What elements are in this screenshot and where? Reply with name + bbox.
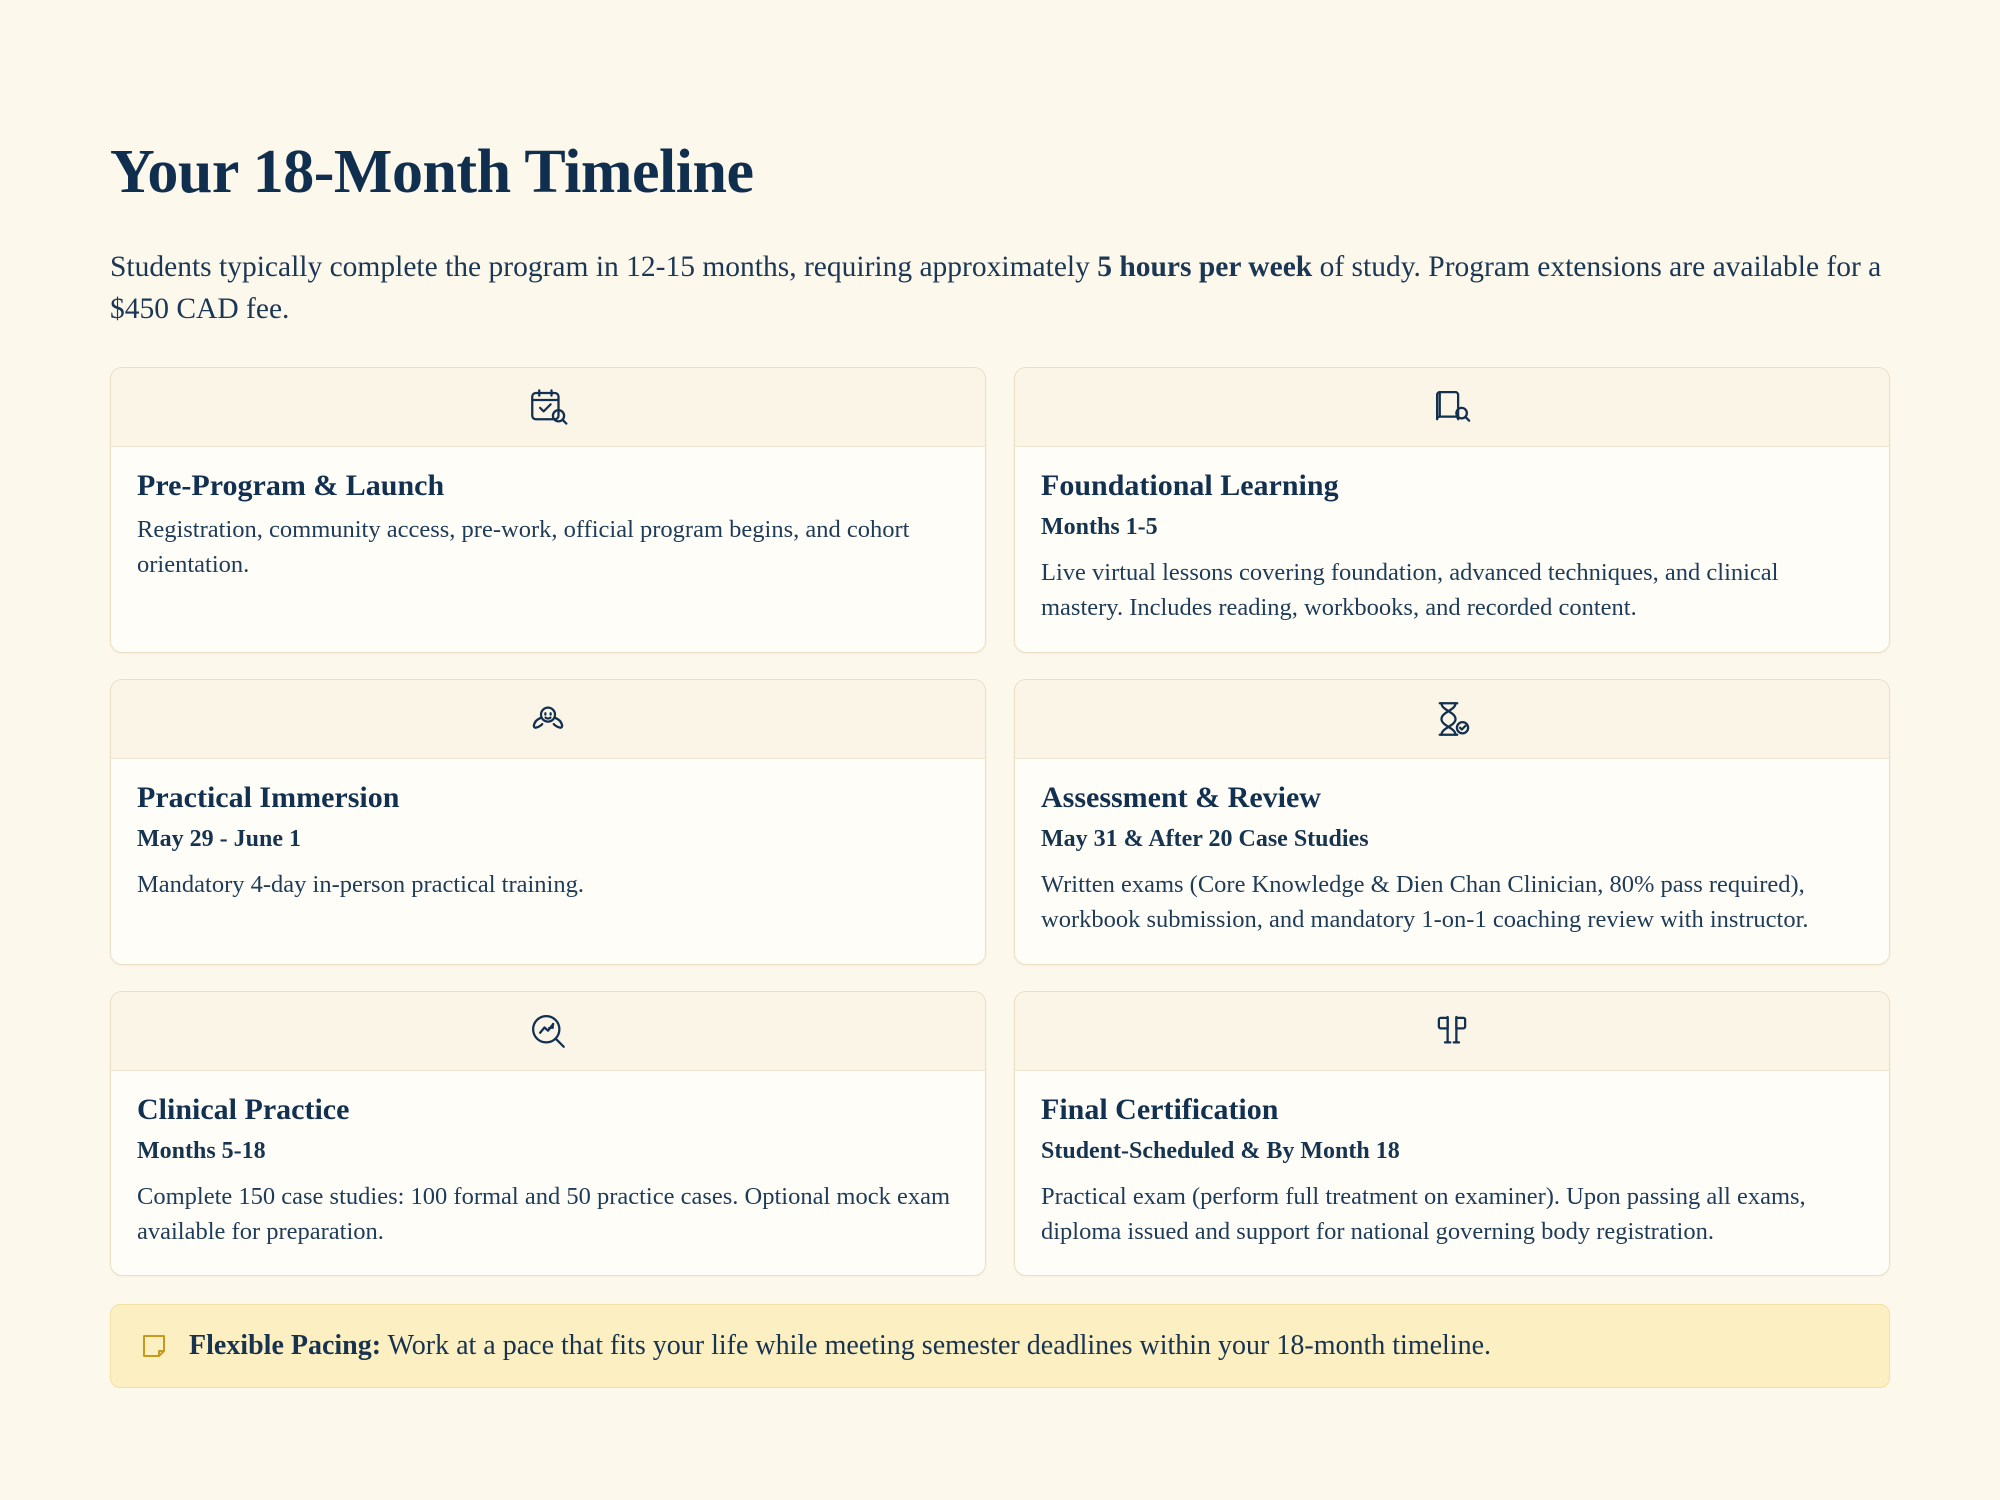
card-body (1015, 759, 1889, 964)
card-body (1015, 1071, 1889, 1276)
card-description: Live virtual lessons covering foundation, advanced techniques, and clinical mastery. Includes reading, workbooks, and recorded content. (1041, 559, 1779, 621)
card-icon-bar (111, 680, 985, 759)
intro-text-after: of study. Program extensions are available for a $450 CAD fee. (110, 251, 1882, 325)
card-description: Written exams (Core Knowledge & Dien Chan Clinician, 80% pass required), workbook submission, and mandatory 1-on-1 coaching review with instructor. (1041, 871, 1809, 933)
flexible-pacing-text (189, 1327, 1491, 1365)
card-meta: Months 5-18 (137, 1138, 266, 1165)
card-meta: May 31 & After 20 Case Studies (1041, 826, 1369, 853)
card-icon-bar (111, 992, 985, 1071)
timeline-card[interactable] (1014, 367, 1890, 653)
card-title: Assessment & Review (1041, 780, 1321, 814)
intro-paragraph (110, 247, 1890, 331)
card-title: Practical Immersion (137, 780, 400, 814)
card-body (111, 447, 985, 609)
card-meta: Months 1-5 (1041, 514, 1158, 541)
card-title: Clinical Practice (137, 1092, 350, 1126)
timeline-card[interactable] (110, 367, 986, 653)
card-title: Pre-Program & Launch (137, 468, 445, 502)
card-body (111, 759, 985, 929)
card-icon-bar (1015, 992, 1889, 1071)
card-icon-bar (1015, 680, 1889, 759)
card-description: Mandatory 4-day in-person practical training. (137, 871, 584, 898)
intro-text-bold: 5 hours per week (1097, 251, 1313, 284)
flexible-pacing-callout (110, 1304, 1890, 1388)
note-icon (139, 1331, 169, 1361)
card-icon-bar (1015, 368, 1889, 447)
card-title: Foundational Learning (1041, 468, 1339, 502)
timeline-card-grid (110, 367, 1890, 1277)
card-description: Practical exam (perform full treatment on examiner). Upon passing all exams, diploma issued and support for national governing body registration. (1041, 1182, 1806, 1245)
card-icon-bar (111, 368, 985, 447)
card-body (1015, 447, 1889, 652)
page-title: Your 18-Month Timeline (110, 138, 754, 206)
card-meta: May 29 - June 1 (137, 826, 301, 853)
timeline-card[interactable] (110, 679, 986, 965)
timeline-card[interactable] (1014, 991, 1890, 1277)
magnifier-chart-icon (527, 1010, 569, 1052)
timeline-card[interactable] (1014, 679, 1890, 965)
certificate-flags-icon (1431, 1010, 1473, 1052)
card-meta: Student-Scheduled & By Month 18 (1041, 1138, 1400, 1165)
flexible-pacing-label: Flexible Pacing: (189, 1330, 382, 1362)
card-description: Complete 150 case studies: 100 formal and 50 practice cases. Optional mock exam available for preparation. (137, 1182, 951, 1245)
timeline-card[interactable] (110, 991, 986, 1277)
book-search-icon (1431, 386, 1473, 428)
intro-text-before: Students typically complete the program in 12-15 months, requiring approximately (110, 251, 1098, 284)
flexible-pacing-body: Work at a pace that fits your life while meeting semester deadlines within your 18-month timeline. (381, 1330, 1492, 1362)
calendar-check-search-icon (527, 386, 569, 428)
hourglass-check-icon (1431, 698, 1473, 740)
card-title: Final Certification (1041, 1092, 1279, 1126)
card-body (111, 1071, 985, 1276)
hands-heart-face-icon (527, 698, 569, 740)
card-description: Registration, community access, pre-work, official program begins, and cohort orientation. (137, 516, 910, 579)
